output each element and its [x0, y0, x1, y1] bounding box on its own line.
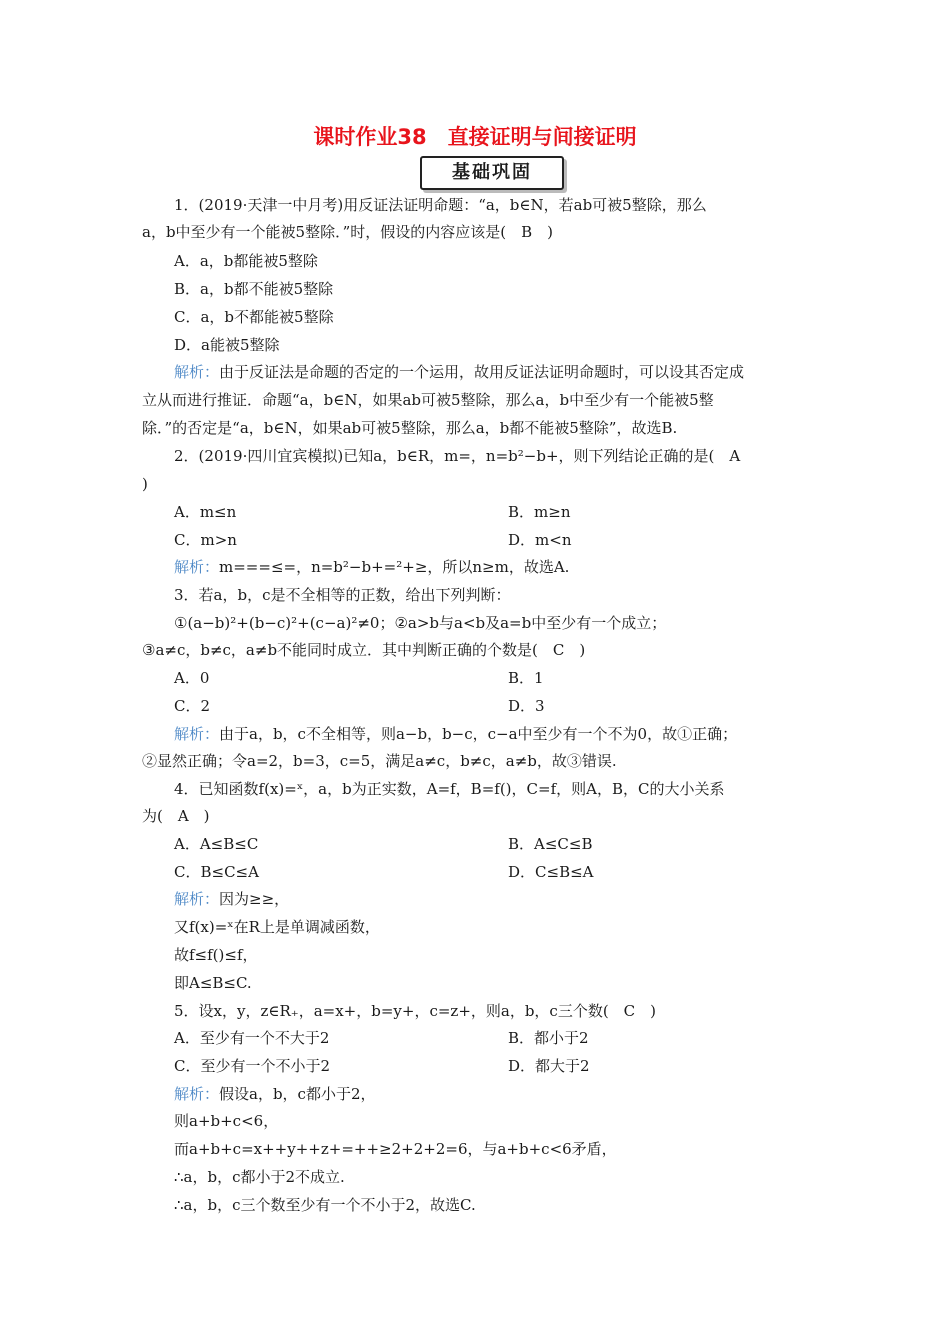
q3-option-c: C．2 [174, 697, 211, 715]
q2-stem-line1: 2．(2019·四川宜宾模拟)已知a，b∈R，m=，n=b²−b+，则下列结论正确的是( A [174, 447, 741, 465]
q5-option-a: A．至少有一个不大于2 [174, 1029, 330, 1047]
q4-analysis-line3: 故f≤f()≤f， [174, 946, 258, 964]
q3-stem-line2: ①(a−b)²+(b−c)²+(c−a)²≠0；②a>b与a<b及a=b中至少有一个成立； [174, 614, 667, 632]
q4-analysis-line2: 又f(x)=ˣ在R上是单调减函数， [174, 918, 380, 936]
q5-analysis-text: 假设a，b，c都小于2， [219, 1085, 376, 1103]
q5-option-c: C．至少有一个不小于2 [174, 1057, 331, 1075]
q4-option-d: D．C≤B≤A [508, 863, 594, 881]
q4-stem-line1: 4．已知函数f(x)=ˣ，a，b为正实数，A=f，B=f()，C=f，则A，B，C的大小关系 [174, 780, 725, 798]
q1-option-c: C．a，b不都能被5整除 [174, 308, 334, 326]
q1-stem-line1: 1．(2019·天津一中月考)用反证法证明命题：“a，b∈N，若ab可被5整除，那么 [174, 196, 707, 214]
page-title: 课时作业38 直接证明与间接证明 [313, 125, 637, 149]
q5-analysis-line3: 而a+b+c=x++y++z+=++≥2+2+2=6，与a+b+c<6矛盾， [174, 1140, 617, 1158]
q5-analysis-line2: 则a+b+c<6， [174, 1112, 279, 1130]
q3-stem-line3: ③a≠c，b≠c，a≠b不能同时成立．其中判断正确的个数是( C ) [142, 641, 586, 659]
q1-option-a: A．a，b都能被5整除 [174, 252, 318, 270]
q3-analysis-line1 [174, 724, 737, 744]
q3-option-d: D．3 [508, 697, 545, 715]
q4-option-a: A．A≤B≤C [174, 835, 259, 853]
q2-option-d: D．m<n [508, 531, 572, 549]
section-badge: 基础巩固 [420, 156, 564, 190]
q4-stem-line2: 为( A ) [142, 807, 210, 825]
q3-analysis-line2: ②显然正确；令a=2，b=3，c=5，满足a≠c，b≠c，a≠b，故③错误. [142, 752, 617, 770]
analysis-label: 解析： [174, 363, 220, 381]
q2-option-a: A．m≤n [174, 503, 237, 521]
q2-option-c: C．m>n [174, 531, 237, 549]
q2-analysis-text: m===≤=，n=b²−b+=²+≥，所以n≥m，故选A. [219, 558, 570, 576]
q5-stem-line1: 5．设x，y，z∈R₊，a=x+，b=y+，c=z+，则a，b，c三个数( C ) [174, 1002, 657, 1020]
analysis-label: 解析： [174, 890, 220, 908]
q3-option-b: B．1 [508, 669, 544, 687]
q4-analysis-line1 [174, 889, 289, 909]
q3-option-a: A．0 [174, 669, 210, 687]
q5-analysis-line4: ∴a，b，c都小于2不成立. [174, 1168, 345, 1186]
analysis-label: 解析： [174, 558, 220, 576]
q5-analysis-line5: ∴a，b，c三个数至少有一个不小于2，故选C. [174, 1196, 476, 1214]
analysis-label: 解析： [174, 725, 220, 743]
q4-option-b: B．A≤C≤B [508, 835, 593, 853]
q2-option-b: B．m≥n [508, 503, 571, 521]
q2-analysis-line1 [174, 557, 569, 577]
q4-option-c: C．B≤C≤A [174, 863, 259, 881]
q1-analysis-line3: 除．”的否定是“a，b∈N，如果ab可被5整除，那么a，b都不能被5整除”，故选B. [142, 419, 678, 437]
q4-analysis-line4: 即A≤B≤C. [174, 974, 252, 992]
analysis-label: 解析： [174, 1085, 220, 1103]
q1-analysis-text: 由于反证法是命题的否定的一个运用，故用反证法证明命题时，可以设其否定成 [219, 363, 745, 381]
q2-stem-line2: ) [142, 475, 148, 493]
q3-analysis-text: 由于a，b，c不全相等，则a−b，b−c，c−a中至少有一个不为0，故①正确； [219, 725, 738, 743]
q1-option-d: D．a能被5整除 [174, 336, 280, 354]
q1-analysis-line1 [174, 362, 744, 382]
q5-option-d: D．都大于2 [508, 1057, 590, 1075]
q1-option-b: B．a，b都不能被5整除 [174, 280, 334, 298]
q1-analysis-line2: 立从而进行推证．命题“a，b∈N，如果ab可被5整除，那么a，b中至少有一个能被5整 [142, 391, 714, 409]
q3-stem-line1: 3．若a，b，c是不全相等的正数，给出下列判断： [174, 586, 511, 604]
q5-option-b: B．都小于2 [508, 1029, 589, 1047]
q1-stem-line2: a，b中至少有一个能被5整除．”时，假设的内容应该是( B ) [142, 223, 553, 241]
q5-analysis-line1 [174, 1084, 376, 1104]
q4-analysis-text: 因为≥≥， [219, 890, 290, 908]
